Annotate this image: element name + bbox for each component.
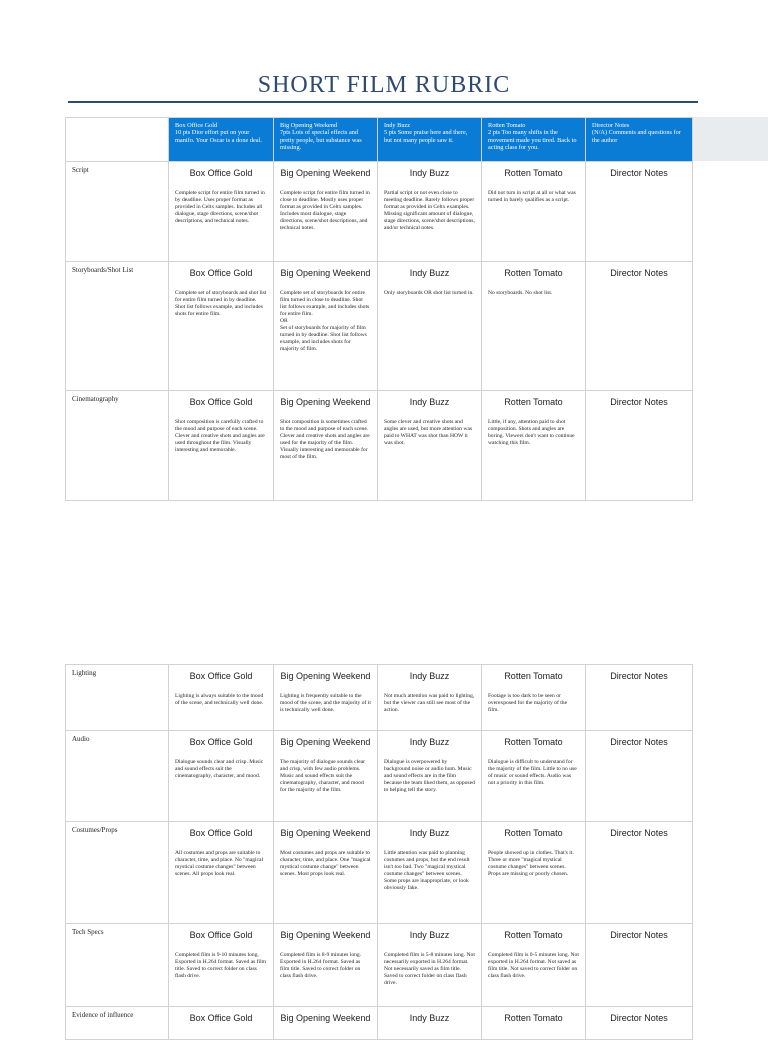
- table-row: [66, 822, 693, 924]
- rubric-cell: Director Notes: [586, 822, 693, 924]
- rubric-cell: Rotten Tomato Did not turn in script at all or what was turned in barely qualifies as a script.: [482, 162, 586, 262]
- criterion-label: Tech Specs: [66, 924, 169, 1007]
- rubric-cell: Indy Buzz Little attention was paid to planning costumes and props, but the end result isn't too bad. Two "magical mystical costume changes" between scenes. Some props are inappropriate, or look obviously fake.: [378, 822, 482, 924]
- page-title: SHORT FILM RUBRIC: [257, 72, 511, 98]
- header-empty-cell: [66, 118, 169, 162]
- table-row: [66, 731, 693, 822]
- criterion-label: Costumes/Props: [66, 822, 169, 924]
- criterion-label: Cinematography: [66, 391, 169, 501]
- rubric-cell: Box Office Gold: [169, 1007, 274, 1040]
- rubric-cell: Indy Buzz Some clever and creative shots and angles are used, but more attention was paid to WHAT was shot than HOW it was shot.: [378, 391, 482, 501]
- header-director-notes: Director Notes (N/A) Comments and questions for the author: [586, 118, 693, 162]
- rubric-cell: Indy Buzz Partial script or not even close to meeting deadline. Rarely follows proper format as provided in Celtx examples. Missing significant amount of dialogue, stage directions, scene/shot descriptions, and/or technical notes.: [378, 162, 482, 262]
- header-row: [66, 118, 693, 162]
- rubric-cell: Big Opening Weekend The majority of dialogue sounds clear and crisp, with few audio problems. Music and sound effects suit the cinematography, character, and mood for the majority of the film.: [274, 731, 378, 822]
- criterion-label: Audio: [66, 731, 169, 822]
- rubric-table-top: [65, 117, 693, 501]
- rubric-cell: Box Office Gold Dialogue sounds clear and crisp. Music and sound effects suit the cinematography, character, and mood.: [169, 731, 274, 822]
- table-row: [66, 262, 693, 391]
- criterion-label: Evidence of influence: [66, 1007, 169, 1040]
- header-box-office-gold: Box Office Gold 10 pts Dior effort put on your manifo. Your Oscar is a done deal.: [169, 118, 274, 162]
- header-side-tab: [692, 117, 768, 161]
- rubric-cell: Rotten Tomato Dialogue is difficult to understand for the majority of the film. Little to no use of music or sound effects. Audio was not a priority in this film.: [482, 731, 586, 822]
- rubric-cell: Box Office Gold Complete set of storyboards and shot list for entire film turned in by deadline. Shot list follows example, and includes shots for entire film.: [169, 262, 274, 391]
- rubric-cell: Rotten Tomato Footage is too dark to be seen or overexposed for the majority of the film.: [482, 665, 586, 731]
- rubric-cell: Director Notes: [586, 391, 693, 501]
- rubric-cell: Director Notes: [586, 924, 693, 1007]
- table-row: [66, 1007, 693, 1040]
- rubric-cell: Big Opening Weekend Complete set of storyboards for entire film turned in close to deadline. Shot list follows example, and includes shots for entire film. OR Set of storyboards for majority of film turned in by deadline. Shot list follows example, and includes shots for majority of film.: [274, 262, 378, 391]
- rubric-cell: Indy Buzz: [378, 1007, 482, 1040]
- rubric-cell: Box Office Gold All costumes and props are suitable to character, time, and place. No "magical mystical costume changes" between scenes. All props look real.: [169, 822, 274, 924]
- rubric-cell: Indy Buzz Only storyboards OR shot list turned in.: [378, 262, 482, 391]
- header-big-opening-weekend: Big Opening Weekend 7pts Lots of special effects and pretty people, but substance was missing.: [274, 118, 378, 162]
- rubric-cell: Big Opening Weekend Shot composition is sometimes crafted to the mood and purpose of each scene. Clever and creative shots and angles are used for the majority of the film. Visually interesting and memorable for most of the film.: [274, 391, 378, 501]
- rubric-cell: Big Opening Weekend Completed film is 8-9 minutes long. Exported in H.264 format. Saved as film title. Saved to correct folder on class flash drive.: [274, 924, 378, 1007]
- table-row: [66, 391, 693, 501]
- title-underline: [68, 101, 698, 103]
- rubric-cell: Indy Buzz Not much attention was paid to lighting, but the viewer can still see most of the action.: [378, 665, 482, 731]
- rubric-cell: Rotten Tomato: [482, 1007, 586, 1040]
- header-rotten-tomato: Rotten Tomato 2 pts Too many shifts in the movement made you tired. Back to acting class for you.: [482, 118, 586, 162]
- rubric-cell: Director Notes: [586, 162, 693, 262]
- rubric-cell: Rotten Tomato Little, if any, attention paid to shot composition. Shots and angles are boring. Viewers don't want to continue watching this film.: [482, 391, 586, 501]
- rubric-cell: Big Opening Weekend Most costumes and props are suitable to character, time, and place. One "magical mystical costume change" between scenes. Most props look real.: [274, 822, 378, 924]
- rubric-cell: Director Notes: [586, 262, 693, 391]
- rubric-cell: Box Office Gold Completed film is 9-10 minutes long. Exported in H.264 format. Saved as film title. Saved to correct folder on class flash drive.: [169, 924, 274, 1007]
- rubric-cell: Director Notes: [586, 731, 693, 822]
- rubric-cell: Big Opening Weekend: [274, 1007, 378, 1040]
- rubric-cell: Big Opening Weekend Lighting is frequently suitable to the mood of the scene, and the majority of it is technically well done.: [274, 665, 378, 731]
- rubric-cell: Rotten Tomato People showed up in clothes. That's it. Three or more "magical mystical costume changes" between scenes. Props are missing or poorly chosen.: [482, 822, 586, 924]
- criterion-label: Storyboards/Shot List: [66, 262, 169, 391]
- rubric-cell: Director Notes: [586, 665, 693, 731]
- rubric-cell: Indy Buzz Dialogue is overpowered by background noise or audio hum. Music and sound effects are in the film because the team liked them, as opposed to helping tell the story.: [378, 731, 482, 822]
- criterion-label: Script: [66, 162, 169, 262]
- table-row: [66, 162, 693, 262]
- rubric-table-bottom: [65, 664, 693, 1040]
- rubric-cell: Rotten Tomato No storyboards. No shot list.: [482, 262, 586, 391]
- header-indy-buzz: Indy Buzz 5 pts Some praise here and there, but not many people saw it.: [378, 118, 482, 162]
- table-row: [66, 665, 693, 731]
- rubric-cell: Box Office Gold Complete script for entire film turned in by deadline. Uses proper format as provided in Celtx samples. Includes all dialogue, stage directions, scene/shot descriptions, and technical notes.: [169, 162, 274, 262]
- rubric-cell: Box Office Gold Lighting is always suitable to the mood of the scene, and technically well done.: [169, 665, 274, 731]
- rubric-cell: Box Office Gold Shot composition is carefully crafted to the mood and purpose of each scene. Clever and creative shots and angles are used throughout the film. Visually interesting and memorable.: [169, 391, 274, 501]
- rubric-cell: Rotten Tomato Completed film is 0-5 minutes long. Not exported in H.264 format. Not saved as film title. Not saved to correct folder on class flash drive.: [482, 924, 586, 1007]
- criterion-label: Lighting: [66, 665, 169, 731]
- rubric-cell: Indy Buzz Completed film is 5-8 minutes long. Not necessarily exported in H.264 format. Not necessarily saved as film title. Saved to correct folder on class flash drive.: [378, 924, 482, 1007]
- table-row: [66, 924, 693, 1007]
- rubric-cell: Director Notes: [586, 1007, 693, 1040]
- rubric-cell: Big Opening Weekend Complete script for entire film turned in close to deadline. Mostly uses proper format as provided in Celtx samples. Includes most dialogue, stage directions, scene/shot descriptions, and technical notes.: [274, 162, 378, 262]
